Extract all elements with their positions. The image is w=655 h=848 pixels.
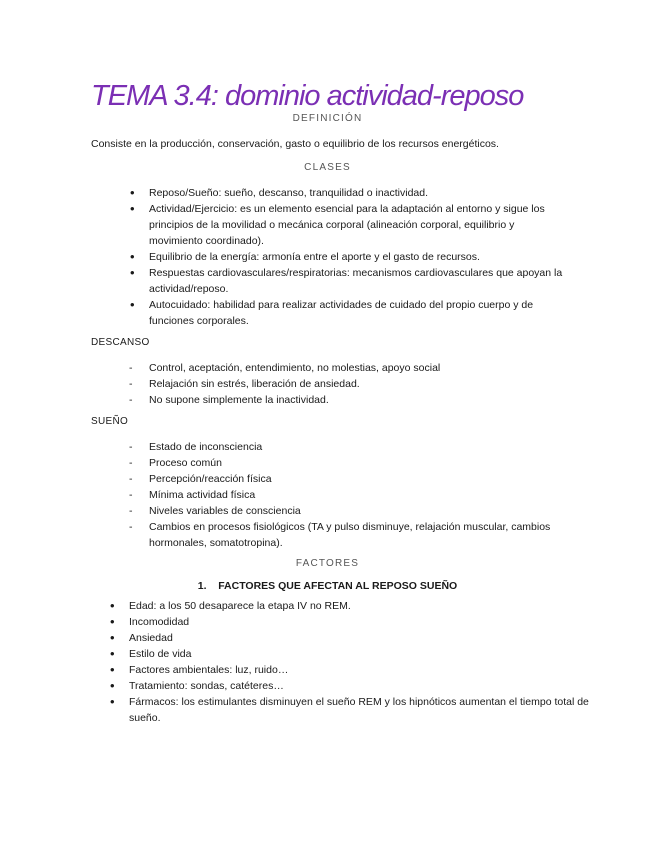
list-item: - Proceso común	[149, 455, 569, 471]
list-item: • Factores ambientales: luz, ruido…	[129, 662, 589, 678]
list-item: • Respuestas cardiovasculares/respiratorias: mecanismos cardiovasculares que apoyan la actividad/reposo.	[149, 265, 569, 297]
list-item: • Fármacos: los estimulantes disminuyen el sueño REM y los hipnóticos aumentan el tiempo total de sueño.	[129, 694, 589, 726]
list-item: - Mínima actividad física	[149, 487, 569, 503]
list-item: - Control, aceptación, entendimiento, no molestias, apoyo social	[149, 360, 569, 376]
list-item: • Tratamiento: sondas, catéteres…	[129, 678, 589, 694]
list-item: - Relajación sin estrés, liberación de ansiedad.	[149, 376, 569, 392]
list-item: - Percepción/reacción física	[149, 471, 569, 487]
list-item: • Autocuidado: habilidad para realizar actividades de cuidado del propio cuerpo y de funciones corporales.	[149, 297, 569, 329]
page-title: TEMA 3.4: dominio actividad-reposo	[91, 80, 524, 112]
factores-subheading: 1. FACTORES QUE AFECTAN AL REPOSO SUEÑO	[197, 580, 458, 592]
sueno-list	[149, 439, 569, 551]
factores-heading: FACTORES	[295, 558, 360, 569]
descanso-list	[149, 360, 569, 408]
clases-list	[149, 185, 569, 329]
sueno-heading: SUEÑO	[91, 416, 129, 427]
list-item: • Ansiedad	[129, 630, 589, 646]
list-item: • Incomodidad	[129, 614, 589, 630]
list-item: • Estilo de vida	[129, 646, 589, 662]
descanso-heading: DESCANSO	[91, 337, 150, 348]
list-item: • Actividad/Ejercicio: es un elemento esencial para la adaptación al entorno y sigue los principios de la movilidad o mecánica corporal (alineación corporal, equilibrio y movimiento coordinado).	[149, 201, 569, 249]
list-item: - No supone simplemente la inactividad.	[149, 392, 569, 408]
list-item: • Reposo/Sueño: sueño, descanso, tranquilidad o inactividad.	[149, 185, 569, 201]
list-item: • Edad: a los 50 desaparece la etapa IV no REM.	[129, 598, 589, 614]
definicion-heading: DEFINICIÓN	[292, 113, 363, 124]
clases-heading: CLASES	[304, 162, 351, 173]
list-item: • Equilibrio de la energía: armonía entre el aporte y el gasto de recursos.	[149, 249, 569, 265]
list-item: - Cambios en procesos fisiológicos (TA y pulso disminuye, relajación muscular, cambios hormonales, somatotropina).	[149, 519, 569, 551]
list-item: - Niveles variables de consciencia	[149, 503, 569, 519]
list-item: - Estado de inconsciencia	[149, 439, 569, 455]
definicion-text: Consiste en la producción, conservación, gasto o equilibrio de los recursos energéticos.	[91, 138, 499, 150]
factores-list	[129, 598, 589, 726]
